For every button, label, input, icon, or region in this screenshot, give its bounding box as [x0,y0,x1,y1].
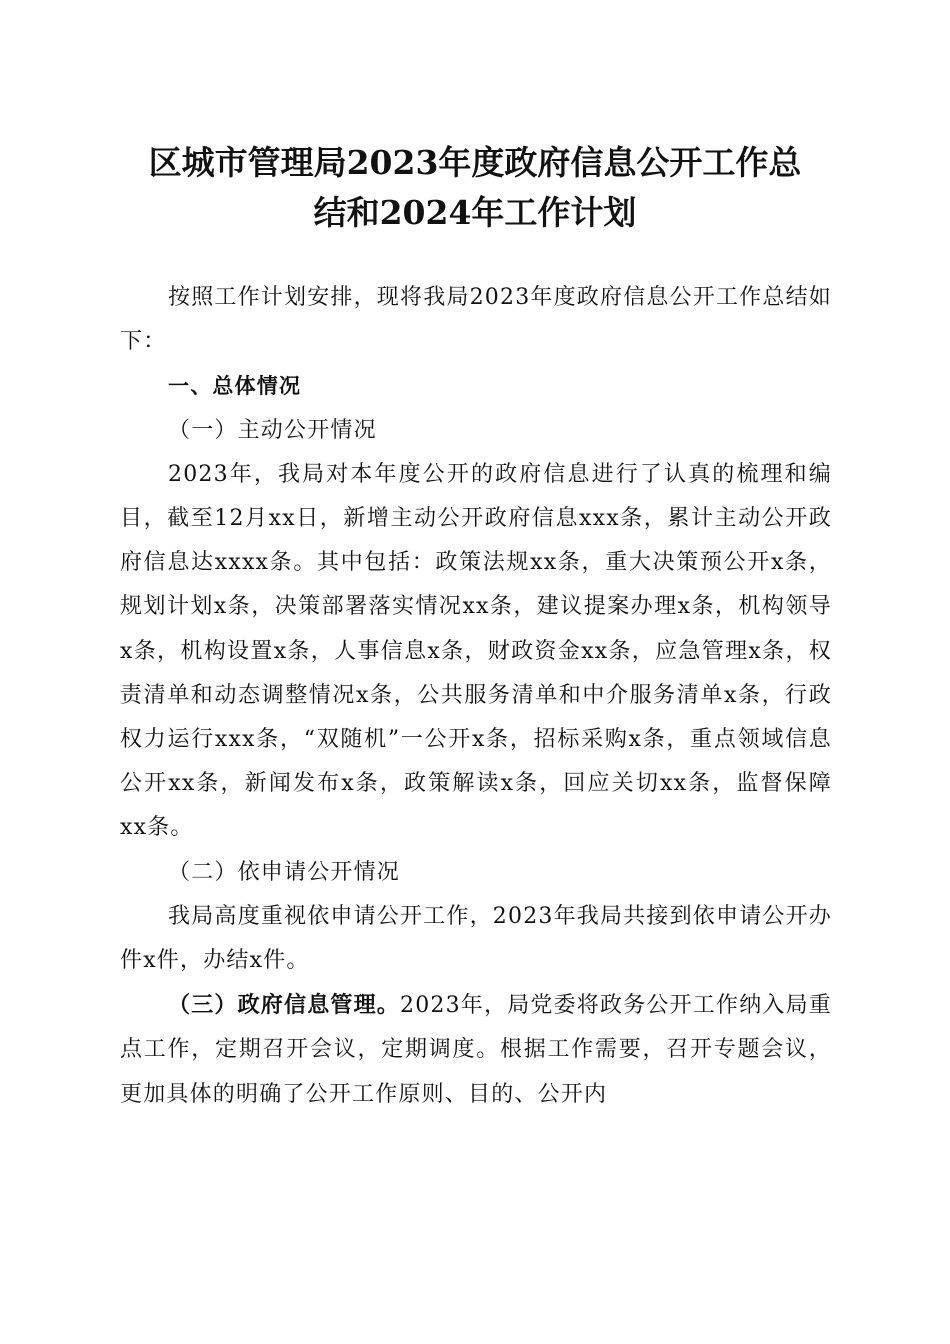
subsection-heading-proactive: （一）主动公开情况 [168,417,377,443]
info-management-text: 2023年，局党委将政务公开工作纳入局重点工作，定期召开会议，定期调度。根据工作需要，召开专题会议，更加具体的明确了公开工作原则、目的、公开内 [120,993,833,1107]
info-management-paragraph [120,983,832,1117]
document-body [120,276,832,1117]
title-line-2: 结和2024年工作计划 [313,193,637,232]
document-title [110,138,840,238]
section-heading-overall: 一、总体情况 [168,374,302,399]
title-line-1: 区城市管理局2023年度政府信息公开工作总 [148,143,802,182]
subsection-heading-application: （二）依申请公开情况 [168,859,401,885]
proactive-disclosure-paragraph: 2023年，我局对本年度公开的政府信息进行了认真的梳理和编目，截至12月xx日，新增主动公开政府信息xxx条，累计主动公开政府信息达xxxx条。其中包括：政策法规xx条，重大决策预公开x条，规划计划x条，决策部署落实情况xx条，建议提案办理x条，机构领导x条，机构设置x条，人事信息x条，财政资金xx条，应急管理x条，权责清单和动态调整情况x条，公共服务清单和中介服务清单x条，行政权力运行xxx条，“双随机”一公开x条，招标采购x条，重点领域信息公开xx条，新闻发布x条，政策解读x条，回应关切xx条，监督保障xx条。 [120,461,832,841]
application-disclosure-paragraph: 我局高度重视依申请公开工作，2023年我局共接到依申请公开办件x件，办结x件。 [120,903,832,974]
subsection-heading-management: （三）政府信息管理。 [168,992,401,1019]
intro-paragraph: 按照工作计划安排，现将我局2023年度政府信息公开工作总结如下： [120,285,832,355]
